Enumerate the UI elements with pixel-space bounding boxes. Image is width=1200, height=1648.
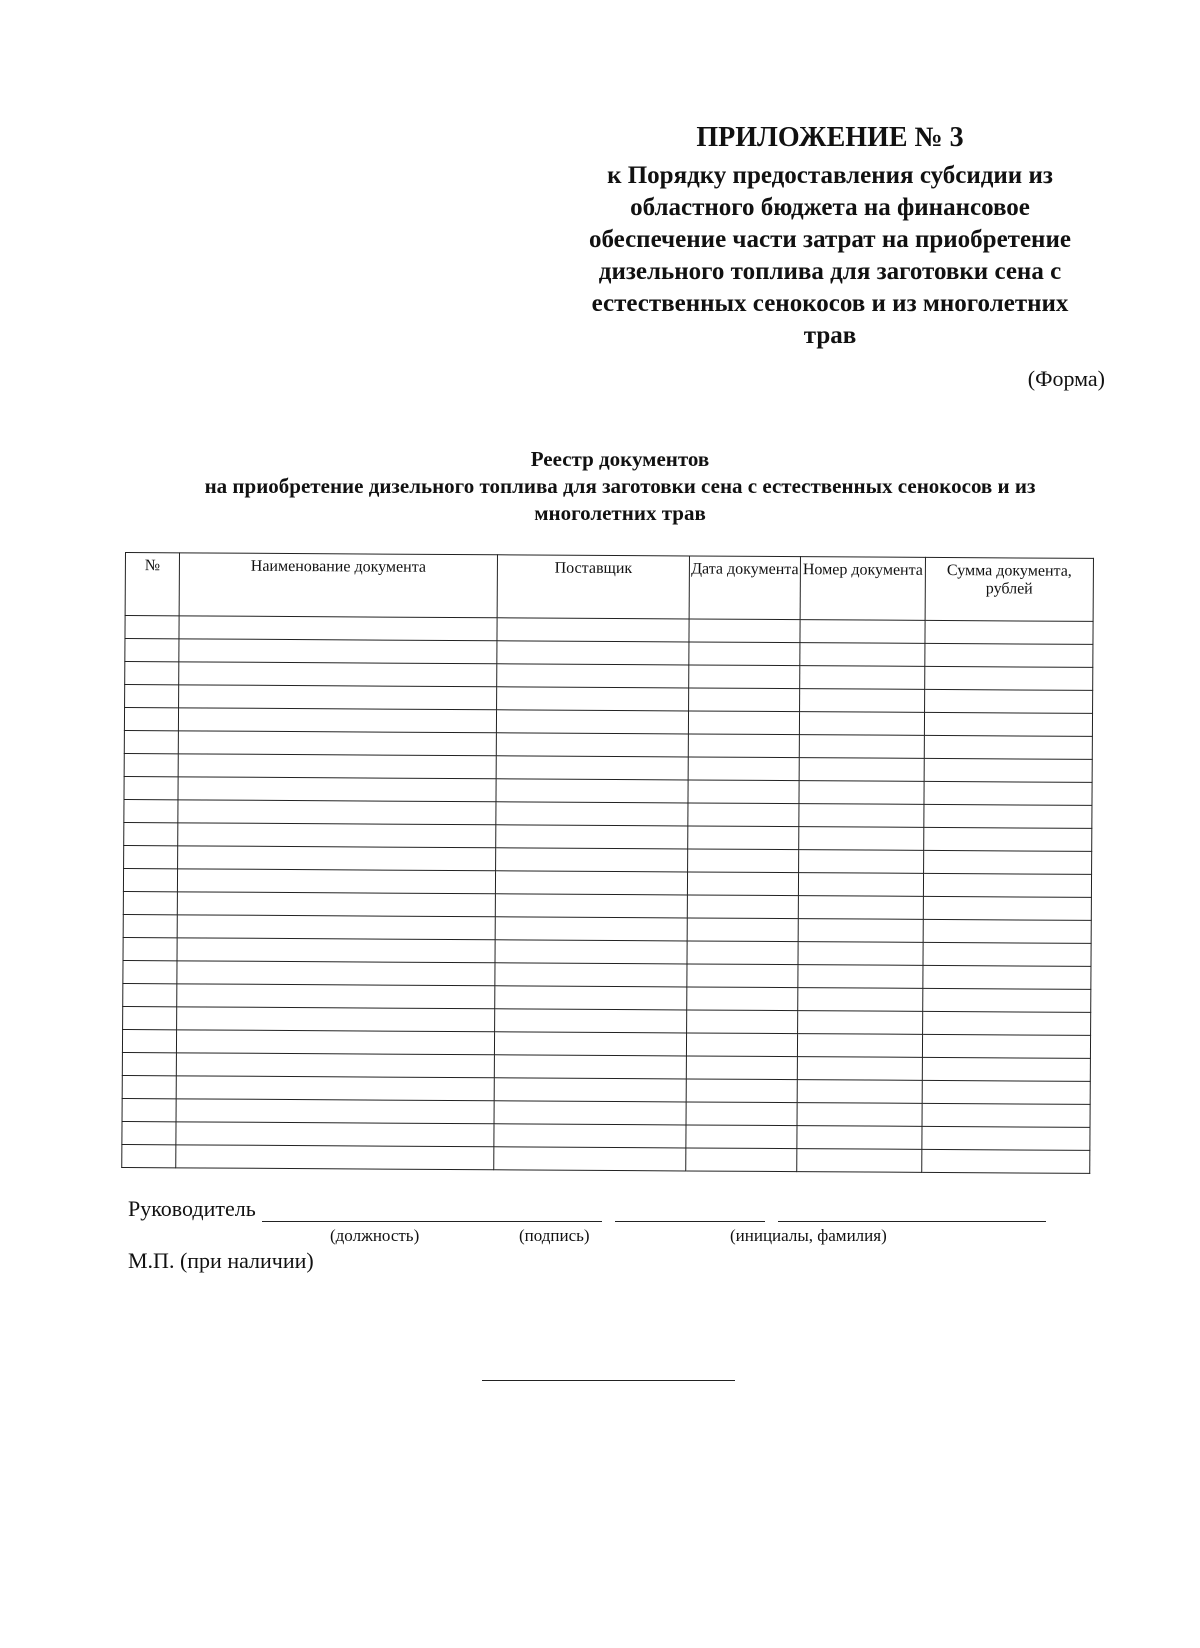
- appendix-line: трав: [803, 322, 857, 349]
- table-cell[interactable]: [496, 825, 688, 849]
- table-cell[interactable]: [799, 758, 924, 782]
- register-title: [140, 446, 1100, 527]
- table-cell[interactable]: [124, 753, 178, 776]
- table-cell[interactable]: [497, 664, 689, 688]
- signature-block: [128, 1196, 1028, 1286]
- appendix-line: дизельного топлива для заготовки сена с: [598, 258, 1062, 285]
- table-cell[interactable]: [179, 662, 497, 687]
- form-label: (Форма): [1027, 366, 1105, 391]
- column-header-number: №: [125, 553, 179, 616]
- table-cell[interactable]: [177, 984, 495, 1009]
- table-cell[interactable]: [494, 1101, 686, 1125]
- table-cell[interactable]: [688, 803, 799, 827]
- table-cell[interactable]: [687, 872, 798, 896]
- table-cell[interactable]: [687, 918, 798, 942]
- table-cell[interactable]: [925, 689, 1093, 713]
- table-cell[interactable]: [687, 1010, 798, 1034]
- table-cell[interactable]: [798, 1011, 923, 1035]
- table-cell[interactable]: [122, 1144, 176, 1167]
- table-cell[interactable]: [799, 712, 924, 736]
- table-cell[interactable]: [176, 1076, 494, 1101]
- table-cell[interactable]: [922, 1103, 1090, 1127]
- table-cell[interactable]: [798, 988, 923, 1012]
- table-cell[interactable]: [800, 620, 925, 644]
- appendix-line: естественных сенокосов и из многолетних: [591, 290, 1069, 317]
- table-cell[interactable]: [800, 666, 925, 690]
- name-caption: (инициалы, фамилия): [730, 1226, 887, 1245]
- signature-line[interactable]: [615, 1221, 765, 1222]
- table-cell[interactable]: [686, 1056, 797, 1080]
- table-cell[interactable]: [922, 1034, 1090, 1058]
- table-cell[interactable]: [687, 895, 798, 919]
- table-cell[interactable]: [124, 799, 178, 822]
- table-cell[interactable]: [925, 620, 1093, 644]
- table-cell[interactable]: [923, 919, 1091, 943]
- position-line[interactable]: [262, 1221, 602, 1222]
- table-cell[interactable]: [688, 757, 799, 781]
- table-cell[interactable]: [496, 756, 688, 780]
- table-header-row: [125, 553, 1093, 622]
- table-cell[interactable]: [924, 804, 1092, 828]
- table-cell[interactable]: [176, 1122, 494, 1147]
- table-cell[interactable]: [495, 917, 687, 941]
- register-title-line: многолетних трав: [534, 501, 706, 525]
- appendix-title: ПРИЛОЖЕНИЕ № 3: [696, 122, 964, 153]
- table-cell[interactable]: [799, 735, 924, 759]
- table-cell[interactable]: [797, 1057, 922, 1081]
- table-cell[interactable]: [799, 827, 924, 851]
- table-cell[interactable]: [123, 937, 177, 960]
- table-cell[interactable]: [923, 942, 1091, 966]
- table-cell[interactable]: [923, 1011, 1091, 1035]
- table-cell[interactable]: [800, 643, 925, 667]
- table-cell[interactable]: [178, 731, 496, 756]
- appendix-line: областного бюджета на финансовое: [630, 194, 1030, 221]
- table-cell[interactable]: [125, 662, 179, 685]
- table-cell[interactable]: [798, 896, 923, 920]
- table-cell[interactable]: [924, 712, 1092, 736]
- table-cell[interactable]: [689, 688, 800, 712]
- table-cell[interactable]: [123, 868, 177, 891]
- table-cell[interactable]: [497, 687, 689, 711]
- table-cell[interactable]: [125, 685, 179, 708]
- table-cell[interactable]: [922, 1080, 1090, 1104]
- register-title-line: на приобретение дизельного топлива для заготовки сена с естественных сенокосов и из: [204, 474, 1036, 498]
- table-cell[interactable]: [688, 780, 799, 804]
- table-cell[interactable]: [122, 1052, 176, 1075]
- column-header-document-name: Наименование документа: [179, 553, 497, 618]
- table-cell[interactable]: [177, 961, 495, 986]
- table-cell[interactable]: [689, 642, 800, 666]
- table-cell[interactable]: [797, 1126, 922, 1150]
- table-cell[interactable]: [797, 1149, 922, 1173]
- table-cell[interactable]: [496, 779, 688, 803]
- table-cell[interactable]: [176, 1030, 494, 1055]
- column-header-supplier: Поставщик: [497, 555, 689, 619]
- table-cell[interactable]: [495, 963, 687, 987]
- table-cell[interactable]: [924, 735, 1092, 759]
- footer-divider: [482, 1380, 735, 1381]
- table-cell[interactable]: [922, 1126, 1090, 1150]
- column-header-document-number: Номер документа: [800, 557, 925, 621]
- table-cell[interactable]: [494, 1124, 686, 1148]
- table-cell[interactable]: [495, 1009, 687, 1033]
- table-cell[interactable]: [123, 983, 177, 1006]
- table-cell[interactable]: [798, 919, 923, 943]
- table-cell[interactable]: [494, 1147, 686, 1171]
- table-cell[interactable]: [799, 781, 924, 805]
- table-cell[interactable]: [177, 892, 495, 917]
- table-cell[interactable]: [799, 850, 924, 874]
- table-cell[interactable]: [925, 643, 1093, 667]
- table-cell[interactable]: [924, 781, 1092, 805]
- appendix-line: обеспечение части затрат на приобретение: [589, 226, 1071, 253]
- table-cell[interactable]: [925, 666, 1093, 690]
- table-cell[interactable]: [123, 1006, 177, 1029]
- table-cell[interactable]: [688, 734, 799, 758]
- table-cell[interactable]: [922, 1149, 1090, 1173]
- table-cell[interactable]: [496, 802, 688, 826]
- position-caption: (должность): [330, 1226, 420, 1245]
- table-cell[interactable]: [495, 940, 687, 964]
- table-cell[interactable]: [122, 1075, 176, 1098]
- table-cell[interactable]: [122, 1098, 176, 1121]
- table-cell[interactable]: [178, 846, 496, 871]
- table-cell[interactable]: [178, 754, 496, 779]
- table-cell[interactable]: [688, 711, 799, 735]
- table-cell[interactable]: [125, 639, 179, 662]
- signature-lead-label: Руководитель: [128, 1196, 256, 1221]
- stamp-label: М.П. (при наличии): [128, 1248, 314, 1273]
- table-cell[interactable]: [122, 1029, 176, 1052]
- table-cell[interactable]: [924, 850, 1092, 874]
- table-cell[interactable]: [179, 616, 497, 641]
- table-cell[interactable]: [688, 826, 799, 850]
- table-cell[interactable]: [179, 685, 497, 710]
- table-cell[interactable]: [687, 941, 798, 965]
- table-cell[interactable]: [497, 618, 689, 642]
- column-header-document-sum: Сумма документа, рублей: [925, 557, 1093, 621]
- table-row: [122, 1144, 1090, 1173]
- table-cell[interactable]: [686, 1033, 797, 1057]
- register-title-line: Реестр документов: [530, 447, 710, 471]
- table-cell[interactable]: [123, 960, 177, 983]
- table-cell[interactable]: [178, 800, 496, 825]
- table-cell[interactable]: [177, 1007, 495, 1032]
- table-cell[interactable]: [124, 730, 178, 753]
- table-cell[interactable]: [687, 987, 798, 1011]
- table-cell[interactable]: [799, 804, 924, 828]
- table-cell[interactable]: [124, 845, 178, 868]
- table-cell[interactable]: [495, 986, 687, 1010]
- table-cell[interactable]: [798, 965, 923, 989]
- table-cell[interactable]: [177, 915, 495, 940]
- table-cell[interactable]: [176, 1053, 494, 1078]
- table-cell[interactable]: [125, 616, 179, 639]
- table-cell[interactable]: [497, 641, 689, 665]
- table-cell[interactable]: [797, 1103, 922, 1127]
- appendix-line: к Порядку предоставления субсидии из: [607, 162, 1053, 189]
- registry-table: [121, 552, 1094, 1174]
- table-cell[interactable]: [923, 873, 1091, 897]
- table-cell[interactable]: [124, 776, 178, 799]
- table-cell[interactable]: [495, 871, 687, 895]
- table-cell[interactable]: [689, 619, 800, 643]
- table-cell[interactable]: [122, 1121, 176, 1144]
- table-cell[interactable]: [494, 1055, 686, 1079]
- table-cell[interactable]: [178, 708, 496, 733]
- table-cell[interactable]: [494, 1032, 686, 1056]
- column-header-document-date: Дата документа: [689, 556, 800, 620]
- table-cell[interactable]: [688, 849, 799, 873]
- table-cell[interactable]: [495, 894, 687, 918]
- table-cell[interactable]: [123, 914, 177, 937]
- table-cell[interactable]: [923, 965, 1091, 989]
- name-line[interactable]: [778, 1221, 1046, 1222]
- table-cell[interactable]: [176, 1099, 494, 1124]
- table-cell[interactable]: [177, 938, 495, 963]
- table-cell[interactable]: [176, 1145, 494, 1170]
- table-cell[interactable]: [496, 848, 688, 872]
- table-cell[interactable]: [496, 733, 688, 757]
- table-cell[interactable]: [798, 873, 923, 897]
- table-cell[interactable]: [123, 891, 177, 914]
- table-cell[interactable]: [686, 1148, 797, 1172]
- table-cell[interactable]: [494, 1078, 686, 1102]
- table-cell[interactable]: [177, 869, 495, 894]
- appendix-header: [540, 120, 1120, 352]
- table-cell[interactable]: [178, 823, 496, 848]
- table-cell[interactable]: [924, 827, 1092, 851]
- table-cell[interactable]: [496, 710, 688, 734]
- table-cell[interactable]: [689, 665, 800, 689]
- table-cell[interactable]: [800, 689, 925, 713]
- table-cell[interactable]: [923, 896, 1091, 920]
- table-body: [122, 616, 1093, 1174]
- table-cell[interactable]: [179, 639, 497, 664]
- table-cell[interactable]: [797, 1080, 922, 1104]
- table-cell[interactable]: [686, 1125, 797, 1149]
- table-cell[interactable]: [798, 942, 923, 966]
- table-cell[interactable]: [687, 964, 798, 988]
- table-cell[interactable]: [686, 1079, 797, 1103]
- table-cell[interactable]: [178, 777, 496, 802]
- table-cell[interactable]: [924, 758, 1092, 782]
- table-cell[interactable]: [124, 822, 178, 845]
- table-cell[interactable]: [686, 1102, 797, 1126]
- table-cell[interactable]: [797, 1034, 922, 1058]
- table-cell[interactable]: [922, 1057, 1090, 1081]
- table-cell[interactable]: [124, 708, 178, 731]
- signature-caption: (подпись): [519, 1226, 590, 1245]
- table-cell[interactable]: [923, 988, 1091, 1012]
